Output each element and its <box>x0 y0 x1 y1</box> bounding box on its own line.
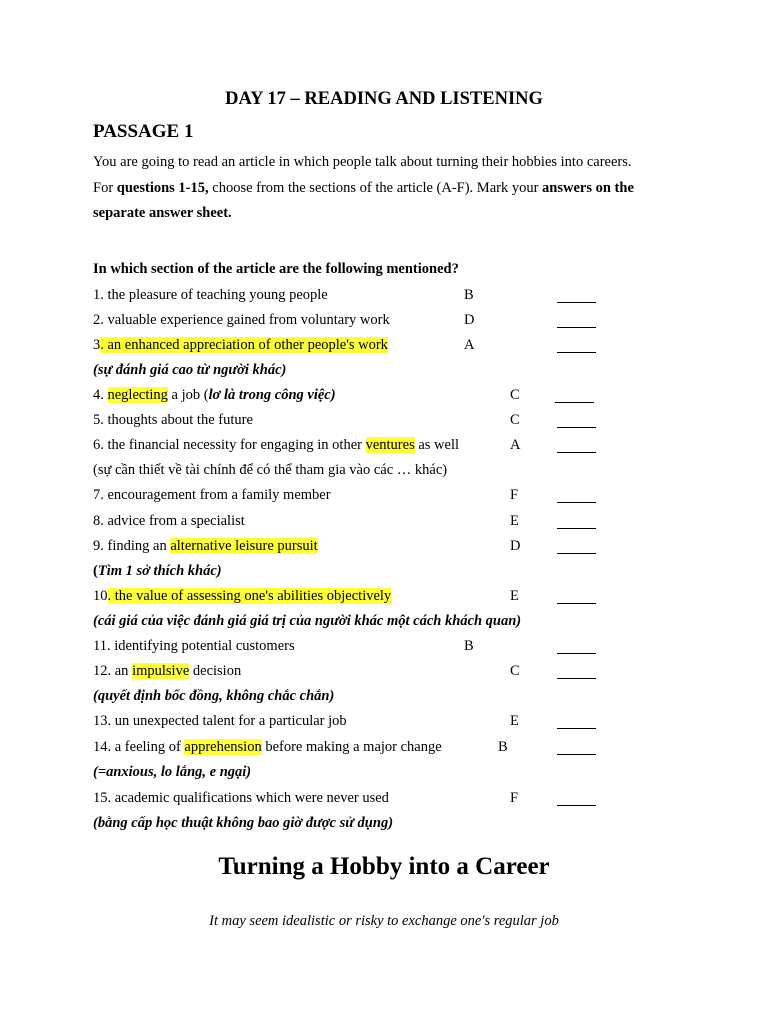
question-11: 11. identifying potential customers <box>93 638 295 654</box>
question-1: 1. the pleasure of teaching young people <box>93 287 328 303</box>
answer-blank-8[interactable] <box>557 528 596 529</box>
article-subtitle: It may seem idealistic or risky to exchange one's regular job <box>209 913 559 929</box>
intro-line-3: separate answer sheet. <box>93 205 232 221</box>
answer-blank-9[interactable] <box>557 553 596 554</box>
answer-15: F <box>510 790 519 806</box>
question-15: 15. academic qualifications which were never used <box>93 790 389 806</box>
question-8: 8. advice from a specialist <box>93 513 245 529</box>
answer-blank-15[interactable] <box>557 805 596 806</box>
question-3: 3. an enhanced appreciation of other people's work <box>93 337 388 353</box>
question-5: 5. thoughts about the future <box>93 412 253 428</box>
answer-blank-12[interactable] <box>557 678 596 679</box>
answer-blank-14[interactable] <box>557 754 596 755</box>
intro-line-2: For questions 1-15, choose from the sections of the article (A-F). Mark your answers on the <box>93 180 634 196</box>
answer-blank-11[interactable] <box>557 653 596 654</box>
answer-blank-2[interactable] <box>557 327 596 328</box>
passage-label: PASSAGE 1 <box>93 121 194 142</box>
question-prompt: In which section of the article are the following mentioned? <box>93 261 459 277</box>
intro-line-1: You are going to read an article in which people talk about turning their hobbies into careers. <box>93 154 632 170</box>
answer-1: B <box>464 287 474 303</box>
note-10: (cái giá của việc đánh giá giá trị của người khác một cách khách quan) <box>93 613 522 629</box>
note-14: (=anxious, lo lắng, e ngại) <box>93 764 252 780</box>
answer-3: A <box>464 337 475 353</box>
answer-10: E <box>510 588 519 604</box>
question-4: 4. neglecting a job (lơ là trong công việc) <box>93 387 336 403</box>
note-3: (sự đánh giá cao từ người khác) <box>93 362 287 378</box>
answer-blank-10[interactable] <box>557 603 596 604</box>
note-12: (quyết định bốc đồng, không chắc chắn) <box>93 688 335 704</box>
question-13: 13. un unexpected talent for a particular job <box>93 713 347 729</box>
answer-11: B <box>464 638 474 654</box>
answer-7: F <box>510 487 519 503</box>
note-6: (sự cần thiết về tài chính để có thể tham gia vào các … khác) <box>93 462 448 478</box>
answer-4: C <box>510 387 520 403</box>
answer-12: C <box>510 663 520 679</box>
answer-13: E <box>510 713 519 729</box>
question-10: 10. the value of assessing one's abilities objectively <box>93 588 392 604</box>
question-2: 2. valuable experience gained from voluntary work <box>93 312 390 328</box>
question-6: 6. the financial necessity for engaging in other ventures as well <box>93 437 460 453</box>
answer-8: E <box>510 513 519 529</box>
answer-blank-1[interactable] <box>557 302 596 303</box>
note-9: (Tìm 1 sở thích khác) <box>93 563 222 579</box>
answer-blank-6[interactable] <box>557 452 596 453</box>
answer-2: D <box>464 312 475 328</box>
question-9: 9. finding an alternative leisure pursuit <box>93 538 318 554</box>
answer-5: C <box>510 412 520 428</box>
article-title: Turning a Hobby into a Career <box>218 853 550 880</box>
question-12: 12. an impulsive decision <box>93 663 242 679</box>
answer-blank-5[interactable] <box>557 427 596 428</box>
note-15: (bằng cấp học thuật không bao giờ được sử dụng) <box>93 815 394 831</box>
answer-14: B <box>498 739 508 755</box>
answer-6: A <box>510 437 521 453</box>
question-7: 7. encouragement from a family member <box>93 487 331 503</box>
question-14: 14. a feeling of apprehension before making a major change <box>93 739 442 755</box>
answer-9: D <box>510 538 521 554</box>
answer-blank-4[interactable] <box>555 402 594 403</box>
answer-blank-13[interactable] <box>557 728 596 729</box>
page-heading: DAY 17 – READING AND LISTENING <box>225 89 543 109</box>
answer-blank-3[interactable] <box>557 352 596 353</box>
answer-blank-7[interactable] <box>557 502 596 503</box>
